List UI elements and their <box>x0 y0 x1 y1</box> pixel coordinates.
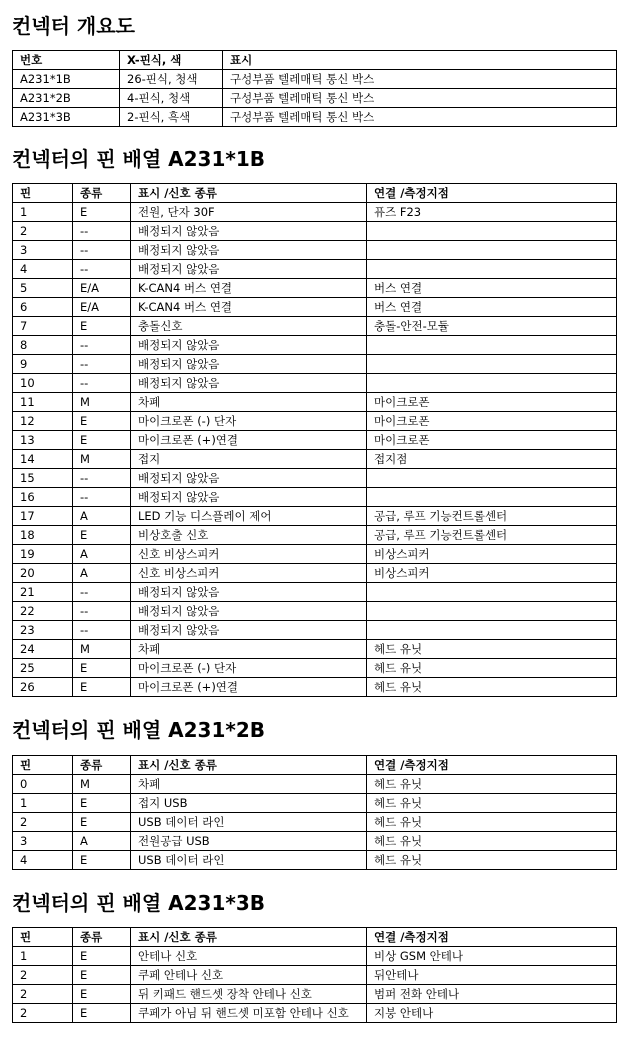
table-cell: 헤드 유닛 <box>367 775 617 794</box>
table-cell: 헤드 유닛 <box>367 832 617 851</box>
table-cell: 차폐 <box>131 393 367 412</box>
table-cell: 1 <box>13 794 73 813</box>
table-row <box>13 469 617 488</box>
table-cell: E <box>73 985 131 1004</box>
table-cell: E <box>73 813 131 832</box>
table-cell: 전원, 단자 30F <box>131 203 367 222</box>
table-cell: E <box>73 678 131 697</box>
table-cell: E <box>73 317 131 336</box>
table-cell: 배정되지 않았음 <box>131 355 367 374</box>
header-cell: 핀 <box>13 756 73 775</box>
header-cell: 종류 <box>73 184 131 203</box>
table-cell: A231*2B <box>13 89 120 108</box>
table-cell: 23 <box>13 621 73 640</box>
table-cell: 24 <box>13 640 73 659</box>
table-cell: E <box>73 203 131 222</box>
table-cell: -- <box>73 222 131 241</box>
overview-table <box>12 50 617 127</box>
table-row <box>13 794 617 813</box>
table-cell: 비상스피커 <box>367 545 617 564</box>
table-cell: LED 기능 디스플레이 제어 <box>131 507 367 526</box>
table-cell: 3 <box>13 241 73 260</box>
table-row <box>13 985 617 1004</box>
table-cell: 접지점 <box>367 450 617 469</box>
table-row <box>13 412 617 431</box>
table-cell: 배정되지 않았음 <box>131 621 367 640</box>
table-row <box>13 545 617 564</box>
table-cell: 범퍼 전화 안테나 <box>367 985 617 1004</box>
table-cell: 11 <box>13 393 73 412</box>
table-cell: 비상호출 신호 <box>131 526 367 545</box>
table-header-row <box>13 51 617 70</box>
table-row <box>13 775 617 794</box>
table-cell: 헤드 유닛 <box>367 678 617 697</box>
table-row <box>13 203 617 222</box>
table-row <box>13 564 617 583</box>
table-cell: 뒤 키패드 핸드셋 장착 안테나 신호 <box>131 985 367 1004</box>
table-cell: 쿠페 안테나 신호 <box>131 966 367 985</box>
header-cell: 종류 <box>73 928 131 947</box>
table-cell: E <box>73 1004 131 1023</box>
table-cell: 배정되지 않았음 <box>131 583 367 602</box>
table-cell: E/A <box>73 279 131 298</box>
table-cell: 3 <box>13 832 73 851</box>
table-row <box>13 336 617 355</box>
table-cell: 구성부품 텔레매틱 통신 박스 <box>223 70 617 89</box>
table-cell <box>367 488 617 507</box>
table-row <box>13 450 617 469</box>
header-cell: 연결 /측정지점 <box>367 928 617 947</box>
table-cell: 마이크로폰 <box>367 393 617 412</box>
table-row <box>13 583 617 602</box>
table-cell: 7 <box>13 317 73 336</box>
table-cell: E <box>73 431 131 450</box>
table-cell: 1 <box>13 203 73 222</box>
table-cell: 마이크로폰 <box>367 412 617 431</box>
table-row <box>13 659 617 678</box>
table-cell: M <box>73 775 131 794</box>
table-cell: E <box>73 659 131 678</box>
table-cell: 16 <box>13 488 73 507</box>
table-cell: A <box>73 832 131 851</box>
table-cell: 지붕 안테나 <box>367 1004 617 1023</box>
table-cell: A231*3B <box>13 108 120 127</box>
table-cell: E <box>73 966 131 985</box>
table-row <box>13 279 617 298</box>
table-row <box>13 431 617 450</box>
table-cell: 헤드 유닛 <box>367 813 617 832</box>
header-cell: 표시 /신호 종류 <box>131 184 367 203</box>
table-cell: 구성부품 텔레매틱 통신 박스 <box>223 108 617 127</box>
table-row <box>13 640 617 659</box>
table-cell: 마이크로폰 (+)연결 <box>131 431 367 450</box>
table-row <box>13 317 617 336</box>
table-cell: 12 <box>13 412 73 431</box>
table-cell: 구성부품 텔레매틱 통신 박스 <box>223 89 617 108</box>
table-cell: -- <box>73 469 131 488</box>
table-cell: 5 <box>13 279 73 298</box>
header-cell: 표시 /신호 종류 <box>131 756 367 775</box>
table-cell <box>367 621 617 640</box>
table-cell: 쿠페가 아님 뒤 핸드셋 미포함 안테나 신호 <box>131 1004 367 1023</box>
table-cell <box>367 260 617 279</box>
table-cell: 배정되지 않았음 <box>131 336 367 355</box>
table-cell: 10 <box>13 374 73 393</box>
table-cell: K-CAN4 버스 연결 <box>131 279 367 298</box>
table-cell: 1 <box>13 947 73 966</box>
table-cell: 6 <box>13 298 73 317</box>
table-row <box>13 947 617 966</box>
header-cell: 종류 <box>73 756 131 775</box>
table-cell: 배정되지 않았음 <box>131 469 367 488</box>
overview-title: 컨넥터 개요도 <box>12 14 135 38</box>
table-cell: 2-핀식, 흑색 <box>120 108 223 127</box>
table-cell: 안테나 신호 <box>131 947 367 966</box>
pin-table-a231-2b <box>12 755 617 870</box>
table-cell <box>367 222 617 241</box>
table-cell: A <box>73 545 131 564</box>
table-cell: 헤드 유닛 <box>367 794 617 813</box>
table-row <box>13 89 617 108</box>
table-cell: E <box>73 947 131 966</box>
table-row <box>13 507 617 526</box>
table-cell: 15 <box>13 469 73 488</box>
table-cell: 퓨즈 F23 <box>367 203 617 222</box>
table-row <box>13 108 617 127</box>
table-cell: 헤드 유닛 <box>367 640 617 659</box>
table-cell: -- <box>73 241 131 260</box>
table-cell: 26-핀식, 청색 <box>120 70 223 89</box>
table-cell: -- <box>73 355 131 374</box>
table-cell: 마이크로폰 (+)연결 <box>131 678 367 697</box>
table-cell: 충돌-안전-모듈 <box>367 317 617 336</box>
header-cell: 핀 <box>13 184 73 203</box>
table-cell: 공급, 루프 기능컨트롤센터 <box>367 526 617 545</box>
table-cell: 2 <box>13 966 73 985</box>
table-cell: 4 <box>13 851 73 870</box>
header-cell: 표시 <box>223 51 617 70</box>
header-cell: 연결 /측정지점 <box>367 756 617 775</box>
table-cell: M <box>73 640 131 659</box>
table-row <box>13 355 617 374</box>
table-cell <box>367 241 617 260</box>
table-cell: 25 <box>13 659 73 678</box>
table-cell: 배정되지 않았음 <box>131 222 367 241</box>
header-cell: 연결 /측정지점 <box>367 184 617 203</box>
table-row <box>13 222 617 241</box>
table-cell: 13 <box>13 431 73 450</box>
table-cell: 2 <box>13 985 73 1004</box>
table-cell: 접지 <box>131 450 367 469</box>
table-cell: E <box>73 526 131 545</box>
table-cell <box>367 374 617 393</box>
table-cell <box>367 336 617 355</box>
pin-table-a231-3b <box>12 927 617 1023</box>
table-row <box>13 374 617 393</box>
table-cell: 마이크로폰 <box>367 431 617 450</box>
table-cell: -- <box>73 583 131 602</box>
table-row <box>13 393 617 412</box>
header-cell: 핀 <box>13 928 73 947</box>
table-cell: USB 데이터 라인 <box>131 813 367 832</box>
table-cell: E <box>73 794 131 813</box>
table-cell: E <box>73 412 131 431</box>
table-cell: -- <box>73 602 131 621</box>
table-cell: 배정되지 않았음 <box>131 488 367 507</box>
table-cell: E <box>73 851 131 870</box>
table-cell: 2 <box>13 813 73 832</box>
table-cell: 버스 연결 <box>367 279 617 298</box>
table-cell: 차폐 <box>131 640 367 659</box>
section-title-a231-2b: 컨넥터의 핀 배열 A231*2B <box>12 718 265 742</box>
table-cell: 마이크로폰 (-) 단자 <box>131 412 367 431</box>
table-cell: 버스 연결 <box>367 298 617 317</box>
table-row <box>13 70 617 89</box>
table-cell: -- <box>73 621 131 640</box>
table-cell: E/A <box>73 298 131 317</box>
table-row <box>13 621 617 640</box>
table-cell: 차폐 <box>131 775 367 794</box>
table-row <box>13 298 617 317</box>
table-cell: 배정되지 않았음 <box>131 241 367 260</box>
table-cell: 22 <box>13 602 73 621</box>
table-cell: 접지 USB <box>131 794 367 813</box>
table-cell: M <box>73 450 131 469</box>
table-cell: 8 <box>13 336 73 355</box>
header-cell: 표시 /신호 종류 <box>131 928 367 947</box>
table-cell: 신호 비상스피커 <box>131 564 367 583</box>
table-cell: -- <box>73 260 131 279</box>
table-cell: -- <box>73 336 131 355</box>
table-cell: K-CAN4 버스 연결 <box>131 298 367 317</box>
table-cell <box>367 583 617 602</box>
table-cell: 비상 GSM 안테나 <box>367 947 617 966</box>
table-cell: 4 <box>13 260 73 279</box>
header-cell: X-핀식, 색 <box>120 51 223 70</box>
table-row <box>13 813 617 832</box>
section-title-a231-1b: 컨넥터의 핀 배열 A231*1B <box>12 147 265 171</box>
table-cell: A <box>73 507 131 526</box>
table-cell: 21 <box>13 583 73 602</box>
table-cell: 뒤안테나 <box>367 966 617 985</box>
table-cell: 신호 비상스피커 <box>131 545 367 564</box>
table-row <box>13 241 617 260</box>
table-header-row <box>13 756 617 775</box>
table-cell: A <box>73 564 131 583</box>
section-title-a231-3b: 컨넥터의 핀 배열 A231*3B <box>12 891 265 915</box>
table-cell: 배정되지 않았음 <box>131 374 367 393</box>
table-cell: 전원공급 USB <box>131 832 367 851</box>
table-cell: 비상스피커 <box>367 564 617 583</box>
table-header-row <box>13 184 617 203</box>
table-cell: 공급, 루프 기능컨트롤센터 <box>367 507 617 526</box>
table-cell: 2 <box>13 222 73 241</box>
table-cell: -- <box>73 374 131 393</box>
table-row <box>13 260 617 279</box>
table-cell: 헤드 유닛 <box>367 659 617 678</box>
table-row <box>13 602 617 621</box>
table-cell: 충돌신호 <box>131 317 367 336</box>
table-cell: 4-핀식, 청색 <box>120 89 223 108</box>
table-header-row <box>13 928 617 947</box>
table-cell: 배정되지 않았음 <box>131 602 367 621</box>
table-row <box>13 966 617 985</box>
table-cell <box>367 469 617 488</box>
table-row <box>13 1004 617 1023</box>
table-cell: A231*1B <box>13 70 120 89</box>
table-cell: 20 <box>13 564 73 583</box>
table-cell: M <box>73 393 131 412</box>
table-row <box>13 526 617 545</box>
table-cell: 17 <box>13 507 73 526</box>
table-cell: 26 <box>13 678 73 697</box>
table-cell: 마이크로폰 (-) 단자 <box>131 659 367 678</box>
table-cell <box>367 602 617 621</box>
table-row <box>13 488 617 507</box>
table-cell: 2 <box>13 1004 73 1023</box>
table-cell: 헤드 유닛 <box>367 851 617 870</box>
table-row <box>13 851 617 870</box>
table-cell: 0 <box>13 775 73 794</box>
pin-table-a231-1b <box>12 183 617 697</box>
table-cell: 14 <box>13 450 73 469</box>
table-row <box>13 832 617 851</box>
table-cell: USB 데이터 라인 <box>131 851 367 870</box>
table-cell <box>367 355 617 374</box>
table-row <box>13 678 617 697</box>
table-cell: 9 <box>13 355 73 374</box>
header-cell: 번호 <box>13 51 120 70</box>
table-cell: 19 <box>13 545 73 564</box>
table-cell: 18 <box>13 526 73 545</box>
table-cell: -- <box>73 488 131 507</box>
table-cell: 배정되지 않았음 <box>131 260 367 279</box>
